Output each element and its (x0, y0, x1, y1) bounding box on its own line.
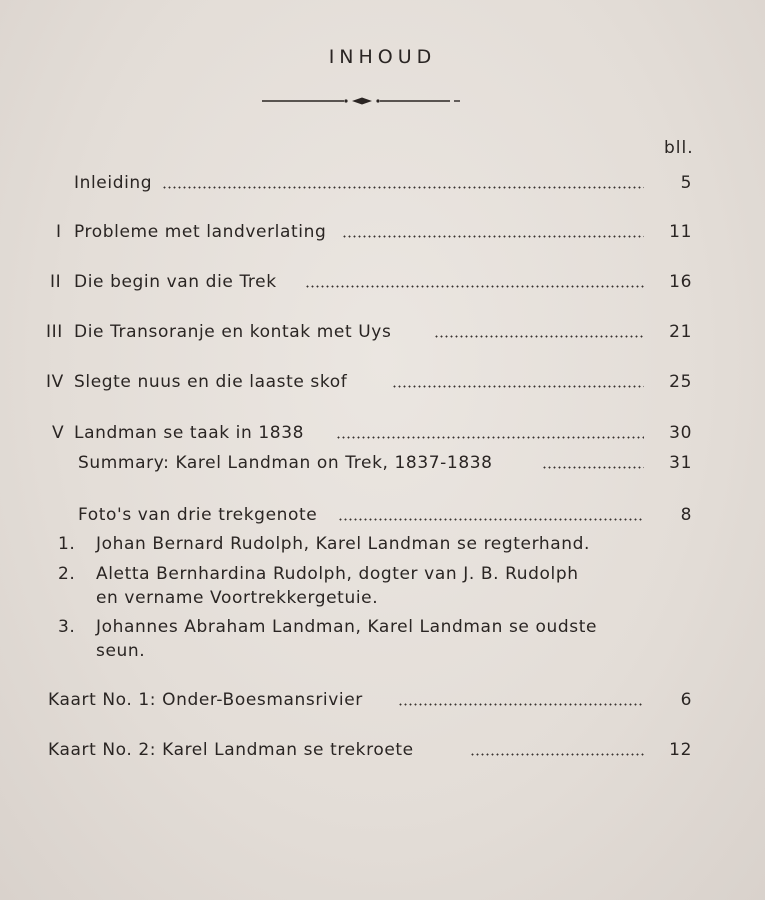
dot-leader (542, 466, 644, 469)
chapter-number: V (52, 423, 65, 443)
toc-entry (0, 171, 765, 195)
dot-leader (162, 186, 644, 189)
toc-entry-page: 31 (669, 453, 692, 473)
photo-caption-line: seun. (96, 641, 146, 661)
photo-number: 3. (58, 617, 76, 637)
toc-entry-page: 12 (669, 740, 692, 760)
toc-entry (0, 320, 765, 344)
photo-item (0, 562, 765, 612)
photo-caption-line: Aletta Bernhardina Rudolph, dogter van J. B. Rudolph (96, 564, 579, 584)
toc-entry-text: Summary: Karel Landman on Trek, 1837-1838 (78, 453, 493, 473)
toc-entry (0, 270, 765, 294)
chapter-number: IV (46, 372, 64, 392)
dot-leader (434, 335, 644, 338)
toc-entry (0, 451, 765, 475)
toc-entry-page: 8 (680, 505, 692, 525)
toc-entry-page: 30 (669, 423, 692, 443)
page-column-header: bll. (664, 138, 694, 158)
toc-entry-page: 6 (680, 690, 692, 710)
toc-entry-text: Die begin van die Trek (74, 272, 277, 292)
toc-entry-map (0, 738, 765, 762)
toc-entry-text: Foto's van drie trekgenote (78, 505, 318, 525)
dot-leader (342, 235, 644, 238)
toc-entry (0, 503, 765, 527)
dot-leader (338, 518, 644, 521)
photo-item (0, 532, 765, 558)
toc-entry-text: Kaart No. 2: Karel Landman se trekroete (48, 740, 414, 760)
toc-entry (0, 370, 765, 394)
toc-entry-page: 11 (669, 222, 692, 242)
photo-item (0, 615, 765, 665)
dot-leader (305, 285, 644, 288)
chapter-number: I (56, 222, 62, 242)
toc-entry-text: Inleiding (74, 173, 153, 193)
toc-entry-page: 25 (669, 372, 692, 392)
toc-entry-text: Kaart No. 1: Onder-Boesmansrivier (48, 690, 363, 710)
chapter-number: III (46, 322, 63, 342)
photo-number: 2. (58, 564, 76, 584)
toc-entry-text: Probleme met landverlating (74, 222, 327, 242)
dot-leader (392, 385, 644, 388)
ornament-divider (262, 94, 462, 108)
toc-entry-page: 16 (669, 272, 692, 292)
dot-leader (398, 703, 644, 706)
toc-entry-page: 5 (680, 173, 692, 193)
toc-entry-text: Landman se taak in 1838 (74, 423, 305, 443)
dot-leader (470, 753, 644, 756)
photo-caption-line: Johannes Abraham Landman, Karel Landman se oudste (96, 617, 598, 637)
photo-caption-line: en vername Voortrekkergetuie. (96, 588, 379, 608)
toc-entry-page: 21 (669, 322, 692, 342)
page-title: INHOUD (328, 46, 437, 68)
toc-entry-text: Slegte nuus en die laaste skof (74, 372, 348, 392)
toc-entry-map (0, 688, 765, 712)
toc-entry-text: Die Transoranje en kontak met Uys (74, 322, 392, 342)
toc-entry (0, 421, 765, 445)
chapter-number: II (50, 272, 62, 292)
dot-leader (336, 436, 644, 439)
photo-number: 1. (58, 534, 76, 554)
photo-caption-line: Johan Bernard Rudolph, Karel Landman se regterhand. (96, 534, 591, 554)
toc-entry (0, 220, 765, 244)
